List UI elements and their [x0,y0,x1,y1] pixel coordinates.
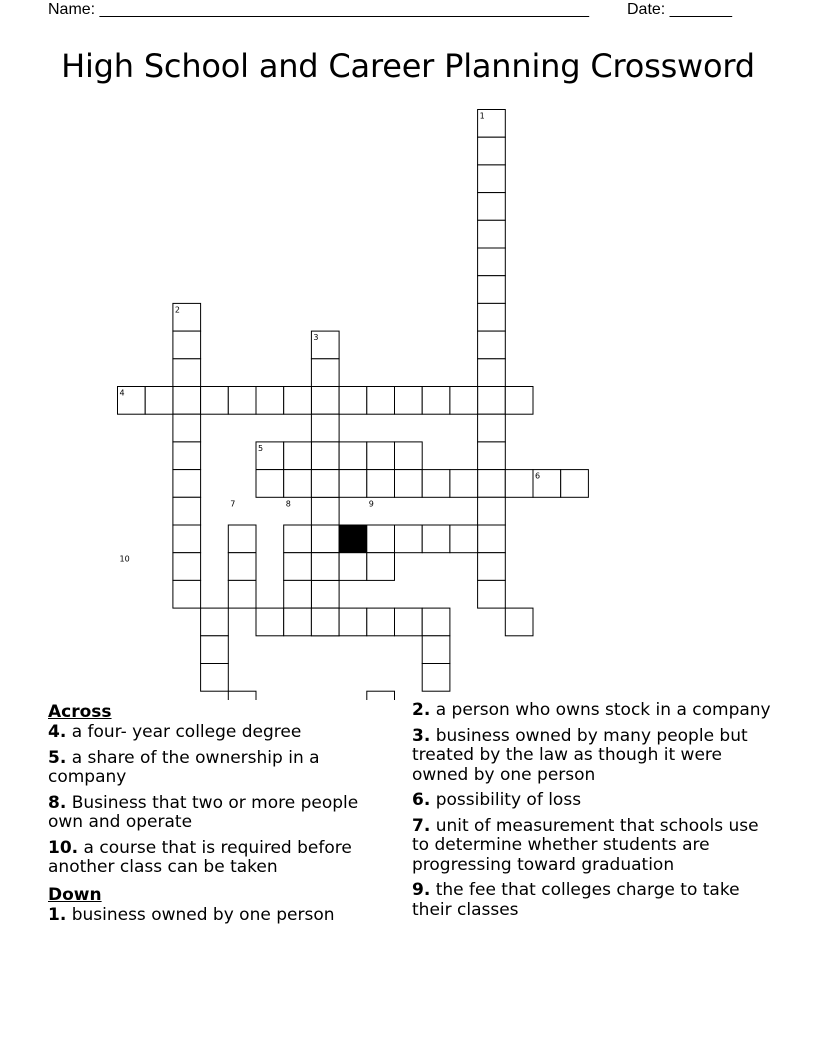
clue-number-7: 7 [230,499,236,509]
grid-cell[interactable] [256,470,284,498]
grid-cell[interactable] [201,387,229,415]
grid-cell[interactable] [450,470,478,498]
clue-item [48,906,388,926]
grid-cell[interactable] [367,691,395,700]
grid-cell[interactable] [367,387,395,415]
clue-number: 10. [48,837,79,858]
grid-cell[interactable] [311,331,339,359]
name-line: Name: _______________________________________________________ [48,1,589,18]
grid-cell[interactable] [478,220,506,248]
grid-cell[interactable] [311,387,339,415]
clue-text: a four- year college degree [66,722,302,742]
clue-number-3: 3 [313,333,319,343]
clue-number-1: 1 [479,111,485,121]
clue-item [48,723,388,743]
grid-cell[interactable] [395,387,423,415]
clue-number: 1. [48,904,67,925]
date-line: Date: _______ [627,1,732,18]
grid-cell[interactable] [173,359,201,387]
clue-text: a share of the ownership in a company [48,747,320,787]
grid-cell[interactable] [311,553,339,581]
clue-number-2: 2 [174,305,180,315]
down-clue-list [48,906,388,926]
grid-cell[interactable] [145,387,173,415]
clue-number-4: 4 [119,388,125,398]
grid-cell[interactable] [367,525,395,553]
grid-cell[interactable] [505,387,533,415]
grid-cell[interactable] [311,470,339,498]
clues-left-column [48,701,388,931]
grid-cell[interactable] [450,525,478,553]
clue-text: unit of measurement that schools use to determine whether students are progressing toward graduation [412,815,759,875]
clue-text: a person who owns stock in a company [430,700,771,720]
down-heading: Down [48,884,102,905]
grid-cell[interactable] [201,664,229,692]
grid-cell[interactable] [478,359,506,387]
grid-cell[interactable] [311,442,339,470]
grid-cell[interactable] [478,331,506,359]
across-clue-list [48,723,388,878]
grid-cell[interactable] [422,664,450,692]
grid-cell[interactable] [422,470,450,498]
clue-text: a course that is required before another class can be taken [48,837,352,877]
grid-cell[interactable] [367,470,395,498]
grid-cell[interactable] [201,608,229,636]
grid-cell[interactable] [478,165,506,193]
grid-cell[interactable] [478,414,506,442]
grid-cell[interactable] [311,580,339,608]
clue-number-9: 9 [368,499,374,509]
grid-cell[interactable] [118,387,146,415]
grid-cell[interactable] [478,303,506,331]
grid-cell[interactable] [173,442,201,470]
grid-cell[interactable] [228,387,256,415]
clue-item [412,817,774,876]
grid-cell[interactable] [478,553,506,581]
grid-cell[interactable] [422,608,450,636]
clues-right-column [412,701,774,926]
grid-cell[interactable] [561,470,589,498]
clue-number: 3. [412,725,431,746]
grid-cell[interactable] [395,608,423,636]
clue-number: 6. [412,790,431,810]
grid-cell[interactable] [339,470,367,498]
grid-cell[interactable] [173,470,201,498]
clue-text: Business that two or more people own and operate [48,792,359,832]
grid-cell[interactable] [422,525,450,553]
grid-cell[interactable] [228,691,256,700]
black-cell [339,525,367,553]
grid-cell[interactable] [173,303,201,331]
grid-cell[interactable] [478,248,506,276]
grid-cell[interactable] [395,525,423,553]
grid-cell[interactable] [478,580,506,608]
grid-cell[interactable] [173,553,201,581]
grid-cell[interactable] [173,331,201,359]
grid-cell[interactable] [173,580,201,608]
grid-cell[interactable] [339,553,367,581]
clue-item [412,791,774,811]
grid-cell[interactable] [478,470,506,498]
grid-cell[interactable] [367,553,395,581]
grid-cell[interactable] [478,193,506,221]
clue-item [412,881,774,920]
clue-number-8: 8 [285,499,291,509]
clue-text: possibility of loss [430,790,582,810]
clue-number-6: 6 [535,471,541,481]
grid-cell[interactable] [228,525,256,553]
clue-number: 2. [412,700,431,720]
grid-cell[interactable] [311,608,339,636]
page-title: High School and Career Planning Crossword [61,47,755,85]
grid-cell[interactable] [478,442,506,470]
clue-item [48,794,388,833]
grid-cell[interactable] [367,442,395,470]
clue-number: 4. [48,722,67,742]
grid-cell[interactable] [284,387,312,415]
grid-cell[interactable] [256,608,284,636]
grid-cell[interactable] [422,636,450,664]
grid-cell[interactable] [311,525,339,553]
grid-cell[interactable] [228,553,256,581]
grid-cell[interactable] [256,387,284,415]
clue-text: the fee that colleges charge to take their classes [412,880,740,920]
grid-cell[interactable] [395,470,423,498]
grid-cell[interactable] [478,276,506,304]
grid-cell[interactable] [478,387,506,415]
grid-cell[interactable] [201,636,229,664]
down-clue-list-continued [412,701,774,920]
grid-cell[interactable] [311,359,339,387]
clue-number: 5. [48,747,67,768]
grid-cell[interactable] [284,608,312,636]
clue-item [412,701,774,721]
grid-cell[interactable] [339,442,367,470]
grid-cell[interactable] [339,608,367,636]
grid-cell[interactable] [339,387,367,415]
grid-cell[interactable] [311,497,339,525]
grid-cell[interactable] [173,414,201,442]
grid-cell[interactable] [367,608,395,636]
clue-number: 9. [412,880,431,900]
clue-item [48,839,388,878]
clue-number: 8. [48,792,67,813]
clue-text: business owned by one person [66,904,335,925]
clue-text: business owned by many people but treated by the law as though it were owned by one person [412,725,748,785]
grid-cell[interactable] [311,414,339,442]
grid-cell[interactable] [284,580,312,608]
grid-cell[interactable] [505,608,533,636]
clue-number-5: 5 [258,443,264,453]
clue-number-10: 10 [119,554,130,564]
clue-item [48,749,388,788]
grid-cell[interactable] [478,497,506,525]
grid-cell[interactable] [478,137,506,165]
grid-cell[interactable] [173,497,201,525]
grid-cell[interactable] [284,553,312,581]
grid-cell[interactable] [478,110,506,138]
grid-cell[interactable] [505,470,533,498]
grid-cell[interactable] [173,387,201,415]
worksheet-header [48,0,748,20]
grid-cell[interactable] [533,470,561,498]
grid-cell[interactable] [284,470,312,498]
clue-item [412,727,774,786]
grid-cell[interactable] [422,387,450,415]
grid-cell[interactable] [256,442,284,470]
grid-cell[interactable] [284,525,312,553]
grid-cell[interactable] [395,442,423,470]
grid-cell[interactable] [478,525,506,553]
grid-cell[interactable] [450,387,478,415]
grid-cell[interactable] [284,442,312,470]
clue-number: 7. [412,815,431,836]
grid-cell[interactable] [228,580,256,608]
grid-cell[interactable] [173,525,201,553]
across-heading: Across [48,702,112,722]
